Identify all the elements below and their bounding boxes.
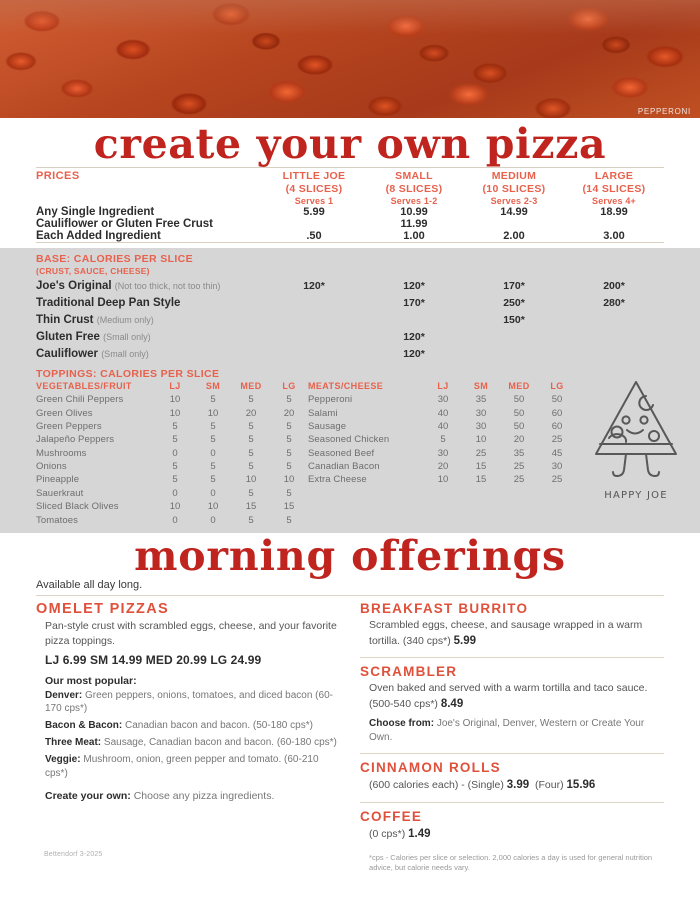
topping-value: 5 bbox=[286, 487, 292, 499]
col-lg: LG bbox=[550, 381, 564, 392]
prices-header-row bbox=[36, 170, 664, 196]
list-item bbox=[36, 753, 338, 784]
topping-value: 25 bbox=[475, 447, 487, 459]
topping-value: 40 bbox=[437, 407, 449, 419]
topping-value: 35 bbox=[475, 394, 487, 406]
col-med: MED bbox=[508, 381, 530, 392]
base-row bbox=[36, 329, 664, 346]
choose-from-desc: Joe's Original, Denver, Western or Create Your Own. bbox=[369, 718, 645, 744]
scrambler-desc-text: Oven baked and served with a warm tortilla and taco sauce. (500-540 cps*) bbox=[369, 682, 648, 710]
topping-name: Green Peppers bbox=[36, 420, 102, 432]
coffee-calories: (0 cps*) bbox=[369, 827, 406, 840]
base-name-text: Thin Crust bbox=[36, 314, 94, 327]
base-value: 200* bbox=[603, 280, 625, 293]
price-row-label: Cauliflower or Gluten Free Crust bbox=[36, 218, 213, 231]
topping-name: Pepperoni bbox=[308, 394, 353, 406]
topping-value: 5 bbox=[248, 487, 254, 499]
price-value bbox=[564, 218, 664, 230]
scrambler-rule bbox=[360, 753, 664, 754]
scrambler-choose-from bbox=[360, 712, 664, 745]
breakfast-burrito-block bbox=[360, 601, 664, 649]
size-name: SMALL bbox=[395, 170, 433, 182]
table-row bbox=[36, 420, 308, 433]
base-value: 150* bbox=[503, 314, 525, 327]
topping-value: 25 bbox=[551, 474, 563, 486]
cinnamon-four-label: (Four) bbox=[535, 779, 564, 792]
price-value: 18.99 bbox=[600, 206, 628, 219]
price-row bbox=[36, 206, 664, 218]
create-your-own-desc: Choose any pizza ingredients. bbox=[133, 790, 275, 803]
base-value: 120* bbox=[403, 331, 425, 344]
omelet-pizzas-block bbox=[36, 601, 338, 873]
topping-value: 5 bbox=[286, 420, 292, 432]
topping-value: 15 bbox=[245, 501, 257, 513]
topping-name: Sliced Black Olives bbox=[36, 501, 119, 513]
table-row bbox=[36, 393, 308, 406]
topping-name: Mushrooms bbox=[36, 447, 87, 459]
size-header-large bbox=[564, 170, 664, 196]
omelet-description: Pan-style crust with scrambled eggs, cheese, and your favorite pizza toppings. bbox=[45, 619, 337, 647]
base-name-text: Cauliflower bbox=[36, 348, 98, 361]
serves-spacer bbox=[36, 196, 264, 206]
serves-medium: Serves 2-3 bbox=[490, 196, 538, 207]
size-slices: (10 SLICES) bbox=[482, 183, 546, 196]
popular-item-name: Veggie: bbox=[45, 753, 81, 765]
coffee-block bbox=[360, 809, 664, 842]
topping-value: 50 bbox=[513, 407, 525, 419]
prices-section bbox=[0, 167, 700, 243]
topping-value: 10 bbox=[169, 394, 181, 406]
happy-joe-mascot bbox=[584, 376, 688, 501]
topping-value: 10 bbox=[169, 407, 181, 419]
table-row bbox=[308, 460, 576, 473]
col-lj: LJ bbox=[169, 381, 181, 392]
price-value: 14.99 bbox=[500, 206, 528, 219]
topping-value: 0 bbox=[210, 514, 216, 526]
imprint-text: Bettendorf 3-2025 bbox=[44, 851, 103, 858]
topping-value: 25 bbox=[513, 474, 525, 486]
scrambler-price: 8.49 bbox=[440, 697, 464, 710]
topping-value: 5 bbox=[248, 420, 254, 432]
price-value: 11.99 bbox=[400, 218, 428, 231]
size-header-little-joe bbox=[264, 170, 364, 196]
popular-item-desc: Mushroom, onion, green pepper and tomato. (60-210 cps*) bbox=[45, 753, 319, 779]
topping-name: Sauerkraut bbox=[36, 487, 84, 499]
choose-from-label: Choose from: bbox=[369, 718, 435, 730]
price-value: 1.00 bbox=[403, 230, 425, 243]
topping-value: 50 bbox=[513, 394, 525, 406]
topping-name: Onions bbox=[36, 461, 67, 473]
price-row bbox=[36, 230, 664, 242]
topping-value: 15 bbox=[475, 461, 487, 473]
topping-value: 5 bbox=[172, 434, 178, 446]
base-name-note: (Medium only) bbox=[96, 315, 154, 326]
price-value: 10.99 bbox=[400, 206, 428, 219]
topping-value: 10 bbox=[475, 434, 487, 446]
burrito-heading: BREAKFAST BURRITO bbox=[360, 600, 529, 616]
base-value: 280* bbox=[603, 297, 625, 310]
serves-large: Serves 4+ bbox=[592, 196, 636, 207]
table-row bbox=[36, 473, 308, 486]
topping-value: 10 bbox=[245, 474, 257, 486]
topping-value: 5 bbox=[172, 461, 178, 473]
topping-value: 0 bbox=[210, 487, 216, 499]
toppings-heading: TOPPINGS: CALORIES PER SLICE bbox=[36, 367, 220, 380]
popular-item-desc: Sausage, Canadian bacon and bacon. (60-180 cps*) bbox=[103, 736, 337, 748]
base-row-name bbox=[36, 278, 264, 295]
topping-value: 5 bbox=[248, 514, 254, 526]
base-name-text: Gluten Free bbox=[36, 331, 100, 344]
price-row bbox=[36, 218, 664, 230]
base-name-note: (Not too thick, not too thin) bbox=[114, 281, 221, 292]
topping-value: 5 bbox=[286, 461, 292, 473]
size-slices: (8 SLICES) bbox=[385, 183, 443, 196]
cinnamon-rolls-block bbox=[360, 760, 664, 793]
base-value bbox=[264, 346, 364, 363]
topping-name: Seasoned Chicken bbox=[308, 434, 390, 446]
table-row bbox=[36, 460, 308, 473]
topping-value: 5 bbox=[440, 434, 446, 446]
topping-value: 30 bbox=[475, 407, 487, 419]
topping-value: 10 bbox=[207, 501, 219, 513]
calories-panel bbox=[0, 248, 700, 533]
table-row bbox=[308, 447, 576, 460]
topping-value: 5 bbox=[210, 420, 216, 432]
create-your-own-omelet bbox=[36, 783, 338, 802]
create-your-own-name: Create your own: bbox=[45, 790, 131, 803]
size-slices: (14 SLICES) bbox=[582, 183, 646, 196]
table-row bbox=[36, 406, 308, 419]
cinnamon-rule bbox=[360, 802, 664, 803]
coffee-price: 1.49 bbox=[408, 827, 431, 840]
burrito-price: 5.99 bbox=[453, 634, 477, 647]
photo-caption: PEPPERONI bbox=[637, 107, 691, 116]
popular-item-desc: Green peppers, onions, tomatoes, and diced bacon (60-170 cps*) bbox=[45, 689, 333, 715]
base-value: 250* bbox=[503, 297, 525, 310]
burrito-desc-text: Scrambled eggs, cheese, and sausage wrapped in a warm tortilla. (340 cps*) bbox=[369, 618, 643, 647]
base-row-name bbox=[36, 312, 264, 329]
cinnamon-four-price: 15.96 bbox=[566, 779, 596, 792]
cinnamon-single-price: 3.99 bbox=[506, 779, 530, 792]
pizza-slice-mascot-icon bbox=[584, 376, 688, 484]
topping-name: Salami bbox=[308, 407, 338, 419]
coffee-description bbox=[360, 826, 664, 842]
topping-value: 60 bbox=[551, 420, 563, 432]
base-row bbox=[36, 346, 664, 363]
topping-value: 0 bbox=[172, 447, 178, 459]
topping-name: Extra Cheese bbox=[308, 474, 367, 486]
meats-heading-cell: MEATS/CHEESE bbox=[308, 381, 384, 392]
table-row bbox=[36, 500, 308, 513]
serves-small: Serves 1-2 bbox=[390, 196, 438, 207]
topping-name: Tomatoes bbox=[36, 514, 78, 526]
col-sm: SM bbox=[473, 381, 489, 392]
base-value bbox=[464, 329, 564, 346]
topping-value: 45 bbox=[551, 447, 563, 459]
popular-item-name: Three Meat: bbox=[45, 736, 102, 748]
price-value: 2.00 bbox=[503, 230, 525, 243]
price-value: 5.99 bbox=[303, 206, 325, 219]
topping-value: 5 bbox=[248, 434, 254, 446]
toppings-columns bbox=[36, 380, 668, 527]
topping-value: 5 bbox=[172, 420, 178, 432]
base-subheading-text: (CRUST, SAUCE, CHEESE) bbox=[36, 265, 150, 276]
base-name-note: (Small only) bbox=[101, 349, 149, 360]
list-item bbox=[36, 719, 338, 736]
serves-little-joe: Serves 1 bbox=[294, 196, 334, 207]
mascot-label: HAPPY JOE bbox=[604, 490, 668, 502]
popular-item-name: Bacon & Bacon: bbox=[45, 720, 123, 732]
base-value bbox=[264, 329, 364, 346]
morning-columns bbox=[36, 596, 664, 873]
price-row-label: Any Single Ingredient bbox=[36, 206, 155, 219]
topping-value: 0 bbox=[172, 487, 178, 499]
price-value: 3.00 bbox=[603, 230, 625, 243]
price-value bbox=[464, 218, 564, 230]
table-row bbox=[308, 420, 576, 433]
coffee-heading: COFFEE bbox=[360, 808, 423, 824]
base-value bbox=[564, 312, 664, 329]
base-value bbox=[464, 346, 564, 363]
availability-note: Available all day long. bbox=[36, 578, 143, 591]
table-row bbox=[36, 513, 308, 526]
topping-value: 5 bbox=[210, 461, 216, 473]
topping-value: 30 bbox=[551, 461, 563, 473]
hero-photo-banner bbox=[0, 0, 700, 118]
topping-value: 40 bbox=[437, 420, 449, 432]
base-name-text: Joe's Original bbox=[36, 280, 112, 293]
omelet-heading: OMELET PIZZAS bbox=[36, 600, 169, 617]
topping-value: 25 bbox=[551, 434, 563, 446]
topping-value: 0 bbox=[210, 447, 216, 459]
base-value bbox=[364, 312, 464, 329]
page-title-create-your-own: create your own pizza bbox=[93, 120, 607, 168]
vegetables-header-row bbox=[36, 380, 308, 393]
topping-name: Sausage bbox=[308, 420, 347, 432]
size-name: LARGE bbox=[594, 170, 634, 182]
size-name: LITTLE JOE bbox=[282, 170, 346, 182]
table-row bbox=[36, 447, 308, 460]
topping-value: 20 bbox=[245, 407, 257, 419]
topping-value: 5 bbox=[210, 434, 216, 446]
topping-value: 5 bbox=[248, 447, 254, 459]
cinnamon-single-label: (Single) bbox=[467, 779, 504, 792]
base-row bbox=[36, 312, 664, 329]
burrito-description bbox=[360, 618, 664, 649]
col-lj: LJ bbox=[437, 381, 449, 392]
table-row bbox=[36, 487, 308, 500]
scrambler-description bbox=[360, 681, 664, 712]
topping-value: 30 bbox=[437, 447, 449, 459]
topping-value: 15 bbox=[475, 474, 487, 486]
page-title-morning-offerings: morning offerings bbox=[134, 531, 566, 580]
most-popular-label: Our most popular: bbox=[45, 674, 137, 687]
base-value: 120* bbox=[403, 348, 425, 361]
col-sm: SM bbox=[205, 381, 221, 392]
popular-item-name: Denver: bbox=[45, 689, 83, 701]
topping-value: 5 bbox=[286, 394, 292, 406]
base-heading-text: BASE: CALORIES PER SLICE bbox=[36, 253, 194, 266]
table-row bbox=[308, 433, 576, 446]
prices-bottom-rule bbox=[36, 242, 664, 243]
price-value bbox=[264, 218, 364, 230]
topping-name: Pineapple bbox=[36, 474, 80, 486]
vegetables-column bbox=[36, 380, 308, 527]
topping-value: 35 bbox=[513, 447, 525, 459]
topping-value: 5 bbox=[172, 474, 178, 486]
morning-right-column bbox=[360, 601, 664, 873]
topping-name: Jalapeño Peppers bbox=[36, 434, 115, 446]
topping-value: 10 bbox=[169, 501, 181, 513]
topping-value: 5 bbox=[248, 461, 254, 473]
meats-header-row bbox=[308, 380, 576, 393]
popular-item-desc: Canadian bacon and bacon. (50-180 cps*) bbox=[125, 720, 313, 732]
topping-name: Green Olives bbox=[36, 407, 93, 419]
prices-table bbox=[36, 170, 664, 242]
topping-value: 10 bbox=[207, 407, 219, 419]
base-value: 170* bbox=[503, 280, 525, 293]
list-item bbox=[36, 736, 338, 753]
topping-value: 50 bbox=[513, 420, 525, 432]
table-row bbox=[36, 433, 308, 446]
topping-value: 5 bbox=[248, 394, 254, 406]
omelet-prices: LJ 6.99 SM 14.99 MED 20.99 LG 24.99 bbox=[45, 652, 262, 667]
size-header-medium bbox=[464, 170, 564, 196]
topping-value: 25 bbox=[513, 461, 525, 473]
topping-value: 50 bbox=[551, 394, 563, 406]
topping-value: 5 bbox=[286, 434, 292, 446]
morning-section bbox=[0, 578, 700, 873]
col-med: MED bbox=[240, 381, 262, 392]
base-name-note: (Small only) bbox=[103, 332, 151, 343]
topping-value: 15 bbox=[283, 501, 295, 513]
base-row bbox=[36, 295, 664, 312]
base-calories-heading bbox=[36, 253, 664, 275]
topping-value: 10 bbox=[437, 474, 449, 486]
scrambler-block bbox=[360, 664, 664, 745]
topping-value: 5 bbox=[286, 514, 292, 526]
base-value bbox=[564, 329, 664, 346]
prices-label: PRICES bbox=[36, 170, 80, 182]
topping-value: 20 bbox=[513, 434, 525, 446]
base-name-text: Traditional Deep Pan Style bbox=[36, 297, 181, 310]
topping-name: Seasoned Beef bbox=[308, 447, 375, 459]
base-value: 170* bbox=[403, 297, 425, 310]
price-row-label: Each Added Ingredient bbox=[36, 230, 161, 243]
table-row bbox=[308, 473, 576, 486]
base-row-name bbox=[36, 295, 264, 312]
base-value bbox=[264, 312, 364, 329]
size-header-small bbox=[364, 170, 464, 196]
topping-value: 5 bbox=[210, 474, 216, 486]
base-value: 120* bbox=[303, 280, 325, 293]
table-row bbox=[308, 393, 576, 406]
cinnamon-description bbox=[360, 777, 664, 793]
list-item bbox=[36, 689, 338, 720]
calorie-footnote: *cps - Calories per slice or selection. 2,000 calories a day is used for general nutrition advice, but calorie needs vary. bbox=[369, 852, 653, 873]
topping-value: 10 bbox=[283, 474, 295, 486]
base-row bbox=[36, 278, 664, 295]
topping-value: 30 bbox=[437, 394, 449, 406]
photo-top-gradient bbox=[0, 0, 700, 34]
base-calories-table bbox=[36, 278, 664, 363]
meats-column bbox=[308, 380, 576, 527]
topping-value: 0 bbox=[172, 514, 178, 526]
topping-name: Canadian Bacon bbox=[308, 461, 380, 473]
scrambler-heading: SCRAMBLER bbox=[360, 664, 458, 679]
topping-value: 20 bbox=[283, 407, 295, 419]
col-lg: LG bbox=[282, 381, 296, 392]
size-slices: (4 SLICES) bbox=[285, 183, 343, 196]
vegetables-table bbox=[36, 380, 308, 527]
base-value: 120* bbox=[403, 280, 425, 293]
cinnamon-calories: (600 calories each) - bbox=[369, 779, 465, 792]
vegetables-heading-cell: VEGETABLES/FRUIT bbox=[36, 381, 132, 392]
topping-value: 5 bbox=[210, 394, 216, 406]
burrito-rule bbox=[360, 657, 664, 658]
price-value: .50 bbox=[306, 230, 322, 243]
topping-value: 20 bbox=[437, 461, 449, 473]
base-value bbox=[564, 346, 664, 363]
topping-value: 60 bbox=[551, 407, 563, 419]
serves-row bbox=[36, 196, 664, 206]
size-name: MEDIUM bbox=[491, 170, 537, 182]
topping-value: 5 bbox=[286, 447, 292, 459]
cinnamon-heading: CINNAMON ROLLS bbox=[360, 760, 501, 776]
base-row-name bbox=[36, 329, 264, 346]
meats-table bbox=[308, 380, 576, 487]
topping-name: Green Chili Peppers bbox=[36, 394, 124, 406]
base-value bbox=[264, 295, 364, 312]
base-row-name bbox=[36, 346, 264, 363]
table-row bbox=[308, 406, 576, 419]
mascot-column bbox=[576, 380, 668, 527]
topping-value: 30 bbox=[475, 420, 487, 432]
